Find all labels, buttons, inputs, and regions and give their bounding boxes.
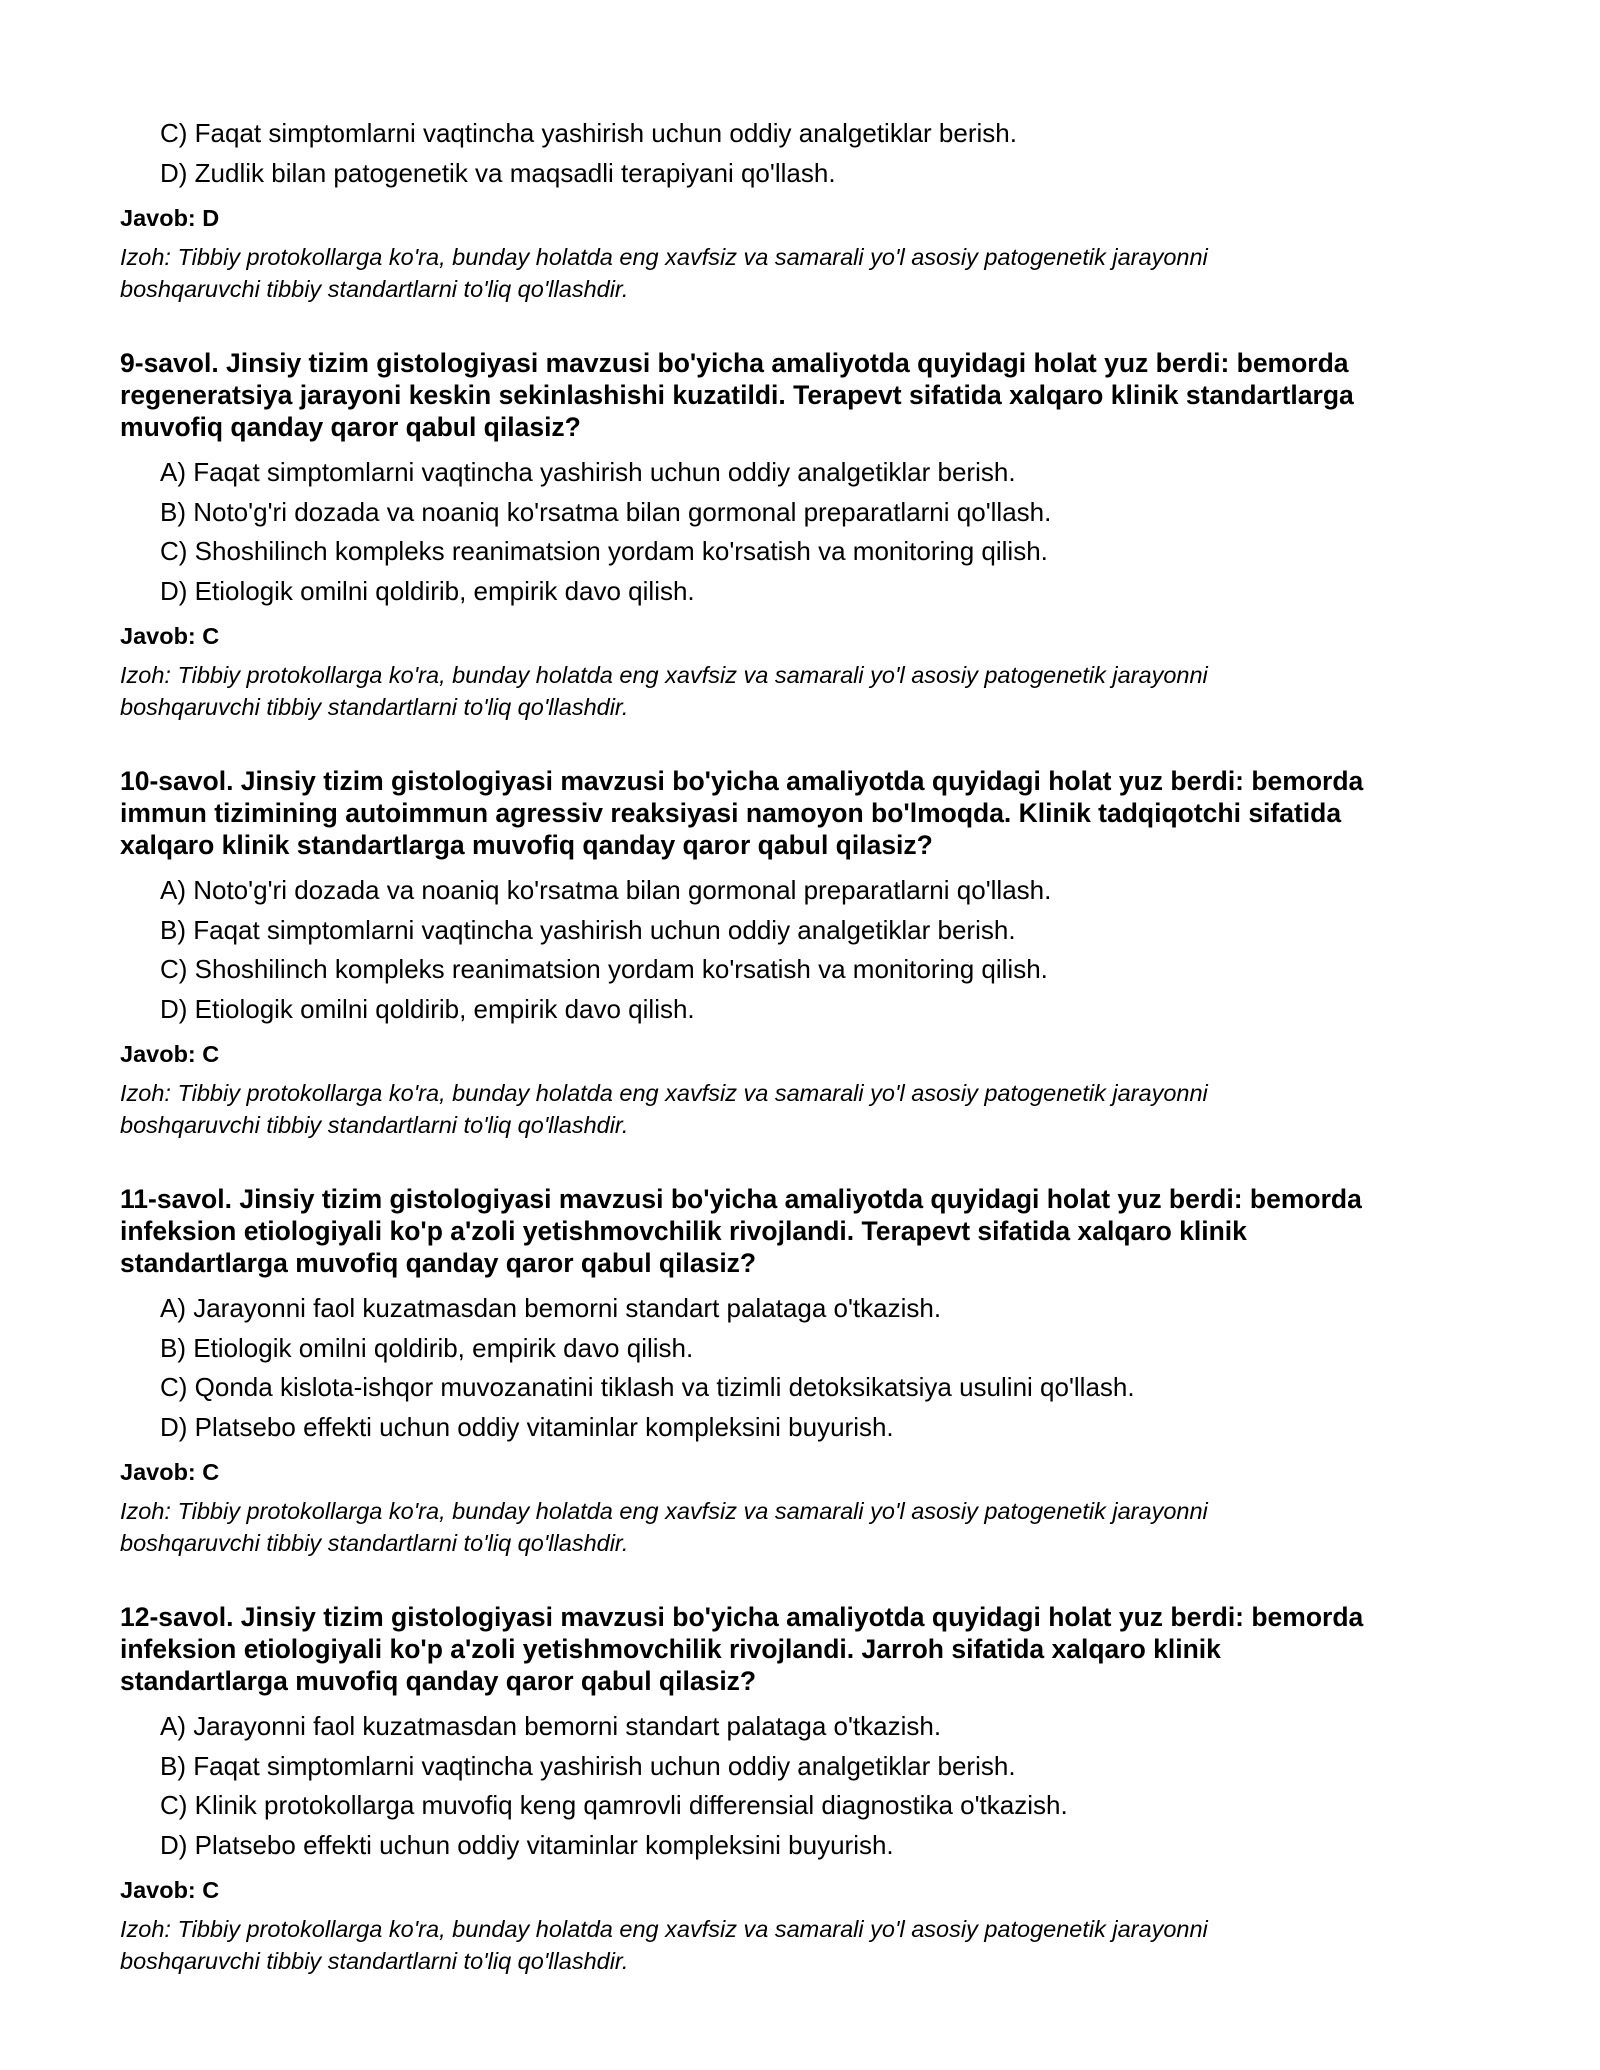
answer-label: Javob: D: [120, 205, 220, 231]
question-line: infeksion etiologiyali ko'p a'zoli yetishmovchilik rivojlandi. Terapevt sifatida xalqaro klinik: [120, 1216, 1247, 1246]
question-10: [120, 765, 1500, 1141]
note-line: Izoh: Tibbiy protokollarga ko'ra, bunday holatda eng xavfsiz va samarali yo'l asosiy patogenetik jarayonni: [120, 1498, 1208, 1524]
explanation-note: [120, 659, 1500, 723]
option-d: D) Platsebo effekti uchun oddiy vitaminlar kompleksini buyurish.: [160, 1829, 894, 1860]
options-list: [120, 1707, 1500, 1865]
question-line: immun tizimining autoimmun agressiv reaksiyasi namoyon bo'lmoqda. Klinik tadqiqotchi sifatida: [120, 798, 1342, 828]
option-b: B) Etiologik omilni qoldirib, empirik davo qilish.: [160, 1332, 694, 1363]
question-9: [120, 347, 1500, 723]
question-8-continued: [120, 114, 1500, 305]
question-line: standartlarga muvofiq qanday qaror qabul qilasiz?: [120, 1248, 757, 1278]
options-list: [120, 114, 1500, 193]
option-c: C) Shoshilinch kompleks reanimatsion yordam ko'rsatish va monitoring qilish.: [160, 536, 1048, 566]
note-line: boshqaruvchi tibbiy standartlarni to'liq qo'llashdir.: [120, 694, 629, 720]
question-line: regeneratsiya jarayoni keskin sekinlashishi kuzatildi. Terapevt sifatida xalqaro klinik standartlarga: [120, 380, 1354, 410]
option-a: A) Noto'g'ri dozada va noaniq ko'rsatma bilan gormonal preparatlarni qo'llash.: [160, 875, 1052, 905]
question-text: [120, 1601, 1500, 1697]
note-line: Izoh: Tibbiy protokollarga ko'ra, bunday holatda eng xavfsiz va samarali yo'l asosiy patogenetik jarayonni: [120, 1916, 1208, 1942]
explanation-note: [120, 1495, 1500, 1559]
question-line: muvofiq qanday qaror qabul qilasiz?: [120, 412, 581, 442]
document-page: [120, 114, 1500, 1977]
note-line: boshqaruvchi tibbiy standartlarni to'liq qo'llashdir.: [120, 1530, 629, 1556]
option-a: A) Jarayonni faol kuzatmasdan bemorni standart palataga o'tkazish.: [160, 1711, 942, 1741]
question-line: 12-savol. Jinsiy tizim gistologiyasi mavzusi bo'yicha amaliyotda quyidagi holat yuz berdi: bemorda: [120, 1602, 1364, 1632]
question-12: [120, 1601, 1500, 1977]
option-d: D) Etiologik omilni qoldirib, empirik davo qilish.: [160, 575, 695, 606]
explanation-note: [120, 1913, 1500, 1977]
options-list: [120, 871, 1500, 1029]
option-a: A) Jarayonni faol kuzatmasdan bemorni standart palataga o'tkazish.: [160, 1293, 942, 1323]
question-line: 10-savol. Jinsiy tizim gistologiyasi mavzusi bo'yicha amaliyotda quyidagi holat yuz berdi: bemorda: [120, 766, 1364, 796]
answer-label: Javob: C: [120, 1041, 220, 1067]
question-line: infeksion etiologiyali ko'p a'zoli yetishmovchilik rivojlandi. Jarroh sifatida xalqaro klinik: [120, 1634, 1221, 1664]
explanation-note: [120, 1077, 1500, 1141]
option-c: C) Shoshilinch kompleks reanimatsion yordam ko'rsatish va monitoring qilish.: [160, 954, 1048, 984]
options-list: [120, 453, 1500, 611]
question-text: [120, 347, 1500, 443]
question-line: standartlarga muvofiq qanday qaror qabul qilasiz?: [120, 1666, 757, 1696]
question-line: xalqaro klinik standartlarga muvofiq qanday qaror qabul qilasiz?: [120, 830, 933, 860]
note-line: boshqaruvchi tibbiy standartlarni to'liq qo'llashdir.: [120, 1112, 629, 1138]
note-line: Izoh: Tibbiy protokollarga ko'ra, bunday holatda eng xavfsiz va samarali yo'l asosiy patogenetik jarayonni: [120, 1080, 1208, 1106]
note-line: Izoh: Tibbiy protokollarga ko'ra, bunday holatda eng xavfsiz va samarali yo'l asosiy patogenetik jarayonni: [120, 244, 1208, 270]
options-list: [120, 1289, 1500, 1447]
question-text: [120, 1183, 1500, 1279]
option-c: C) Qonda kislota-ishqor muvozanatini tiklash va tizimli detoksikatsiya usulini qo'llash.: [160, 1372, 1135, 1402]
option-c: C) Klinik protokollarga muvofiq keng qamrovli differensial diagnostika o'tkazish.: [160, 1790, 1068, 1820]
option-d: D) Platsebo effekti uchun oddiy vitaminlar kompleksini buyurish.: [160, 1411, 894, 1442]
question-11: [120, 1183, 1500, 1559]
option-a: A) Faqat simptomlarni vaqtincha yashirish uchun oddiy analgetiklar berish.: [160, 457, 1016, 487]
note-line: boshqaruvchi tibbiy standartlarni to'liq qo'llashdir.: [120, 1948, 629, 1974]
option-b: B) Faqat simptomlarni vaqtincha yashirish uchun oddiy analgetiklar berish.: [160, 1750, 1016, 1781]
option-d: D) Etiologik omilni qoldirib, empirik davo qilish.: [160, 993, 695, 1024]
option-b: B) Noto'g'ri dozada va noaniq ko'rsatma bilan gormonal preparatlarni qo'llash.: [160, 496, 1052, 527]
option-b: B) Faqat simptomlarni vaqtincha yashirish uchun oddiy analgetiklar berish.: [160, 914, 1016, 945]
answer-label: Javob: C: [120, 1459, 220, 1485]
question-text: [120, 765, 1500, 861]
answer-label: Javob: C: [120, 1877, 220, 1903]
note-line: Izoh: Tibbiy protokollarga ko'ra, bunday holatda eng xavfsiz va samarali yo'l asosiy patogenetik jarayonni: [120, 662, 1208, 688]
note-line: boshqaruvchi tibbiy standartlarni to'liq qo'llashdir.: [120, 276, 629, 302]
answer-label: Javob: C: [120, 623, 220, 649]
question-line: 11-savol. Jinsiy tizim gistologiyasi mavzusi bo'yicha amaliyotda quyidagi holat yuz berdi: bemorda: [120, 1184, 1362, 1214]
option-c: C) Faqat simptomlarni vaqtincha yashirish uchun oddiy analgetiklar berish.: [160, 118, 1017, 148]
explanation-note: [120, 241, 1500, 305]
option-d: D) Zudlik bilan patogenetik va maqsadli terapiyani qo'llash.: [160, 157, 836, 188]
question-line: 9-savol. Jinsiy tizim gistologiyasi mavzusi bo'yicha amaliyotda quyidagi holat yuz berdi: bemorda: [120, 348, 1349, 378]
